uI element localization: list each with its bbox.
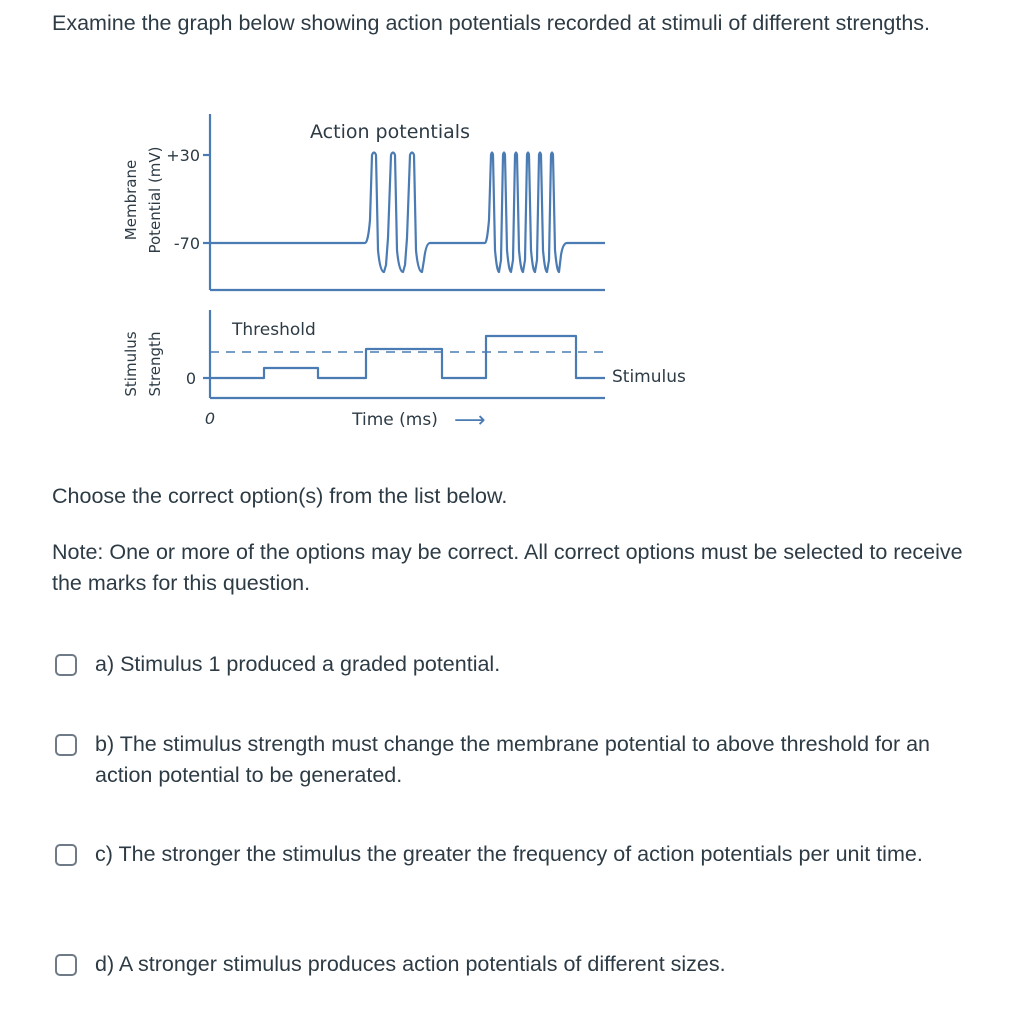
stimulus-trace xyxy=(210,336,605,378)
tick-zero: 0 xyxy=(185,369,196,388)
option-c-label: c) The stronger the stimulus the greater the frequency of action potentials per unit time. xyxy=(95,842,923,866)
question-prompt: Examine the graph below showing action potentials recorded at stimuli of different strengths. xyxy=(52,11,931,35)
option-b-checkbox[interactable] xyxy=(55,734,77,756)
membrane-potential-trace xyxy=(210,153,605,273)
action-potential-figure xyxy=(100,100,686,440)
option-b[interactable] xyxy=(55,729,975,791)
y-top-label-line1: Membrane xyxy=(122,159,140,241)
tick-plus30: +30 xyxy=(166,146,200,165)
y-bottom-label-line1: Stimulus xyxy=(122,331,140,397)
option-c-checkbox[interactable] xyxy=(55,844,77,866)
option-d-label: d) A stronger stimulus produces action potentials of different sizes. xyxy=(95,952,726,976)
option-c[interactable] xyxy=(55,839,975,870)
threshold-label: Threshold xyxy=(232,320,316,340)
option-a[interactable] xyxy=(55,649,975,680)
option-a-label: a) Stimulus 1 produced a graded potential. xyxy=(95,652,501,676)
stimulus-label: Stimulus xyxy=(612,367,686,387)
tick-minus70: -70 xyxy=(173,234,200,253)
note-text: Note: One or more of the options may be correct. All correct options must be selected to receive the marks for this question. xyxy=(52,540,963,595)
x-origin-label: 0 xyxy=(204,409,216,428)
option-d[interactable] xyxy=(55,949,975,980)
option-d-checkbox[interactable] xyxy=(55,954,77,976)
option-a-checkbox[interactable] xyxy=(55,654,77,676)
figure-title: Action potentials xyxy=(310,121,470,143)
option-b-label: b) The stimulus strength must change the membrane potential to above threshold for an action potential to be generated. xyxy=(95,732,930,787)
x-axis-arrow-icon: ⟶ xyxy=(454,408,486,433)
y-top-label-line2: Potential (mV) xyxy=(146,146,164,254)
x-axis-label: Time (ms) xyxy=(352,410,438,430)
y-bottom-label-line2: Strength xyxy=(146,331,164,397)
instruction-text: Choose the correct option(s) from the list below. xyxy=(52,484,508,508)
